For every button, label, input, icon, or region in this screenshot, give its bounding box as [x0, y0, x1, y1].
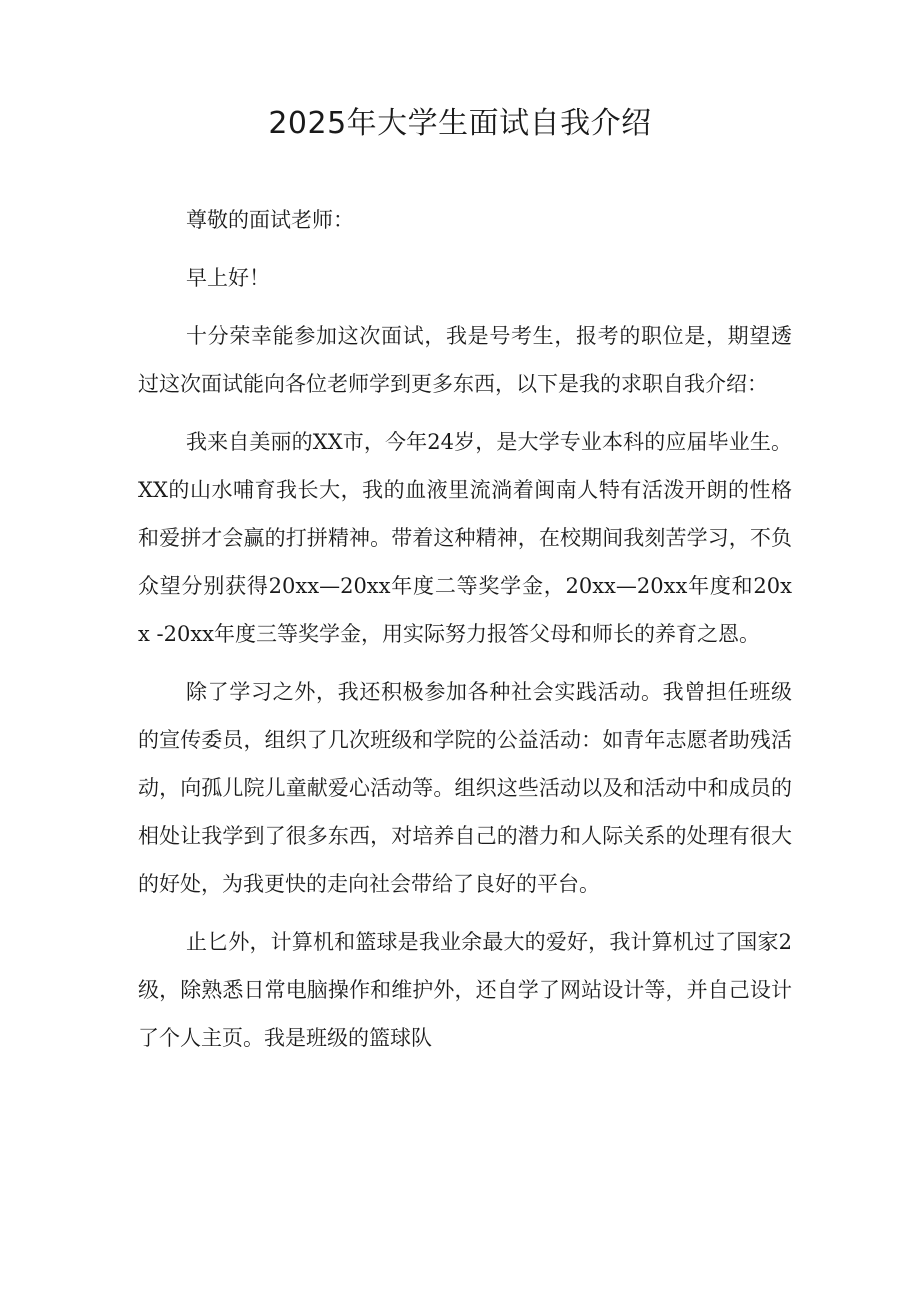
greeting: 早上好！: [186, 266, 270, 290]
intro-paragraph: 十分荣幸能参加这次面试，我是号考生，报考的职位是，期望透过这次面试能向各位老师学到更多东西，以下是我的求职自我介绍：: [138, 324, 792, 396]
salutation: 尊敬的面试老师：: [186, 208, 354, 232]
page-title: 2025年大学生面试自我介绍: [268, 106, 652, 141]
document-body: [138, 196, 792, 1072]
hobbies-paragraph: 止匕外，计算机和篮球是我业余最大的爱好，我计算机过了国家2级，除熟悉日常电脑操作和维护外，还自学了网站设计等，并自己设计了个人主页。我是班级的篮球队: [138, 930, 792, 1050]
background-paragraph: 我来自美丽的XX市，今年24岁，是大学专业本科的应届毕业生。XX的山水哺育我长大，我的血液里流淌着闽南人特有活泼开朗的性格和爱拼才会赢的打拼精神。带着这种精神，在校期间我刻苦学习，不负众望分别获得20xx—20xx年度二等奖学金，20xx—20xx年度和20x x -20xx年度三等奖学金，用实际努力报答父母和师长的养育之恩。: [138, 430, 792, 646]
activities-paragraph: 除了学习之外，我还积极参加各种社会实践活动。我曾担任班级的宣传委员，组织了几次班级和学院的公益活动：如青年志愿者助残活动，向孤儿院儿童献爱心活动等。组织这些活动以及和活动中和成员的相处让我学到了很多东西，对培养自己的潜力和人际关系的处理有很大的好处，为我更快的走向社会带给了良好的平台。: [138, 680, 792, 896]
